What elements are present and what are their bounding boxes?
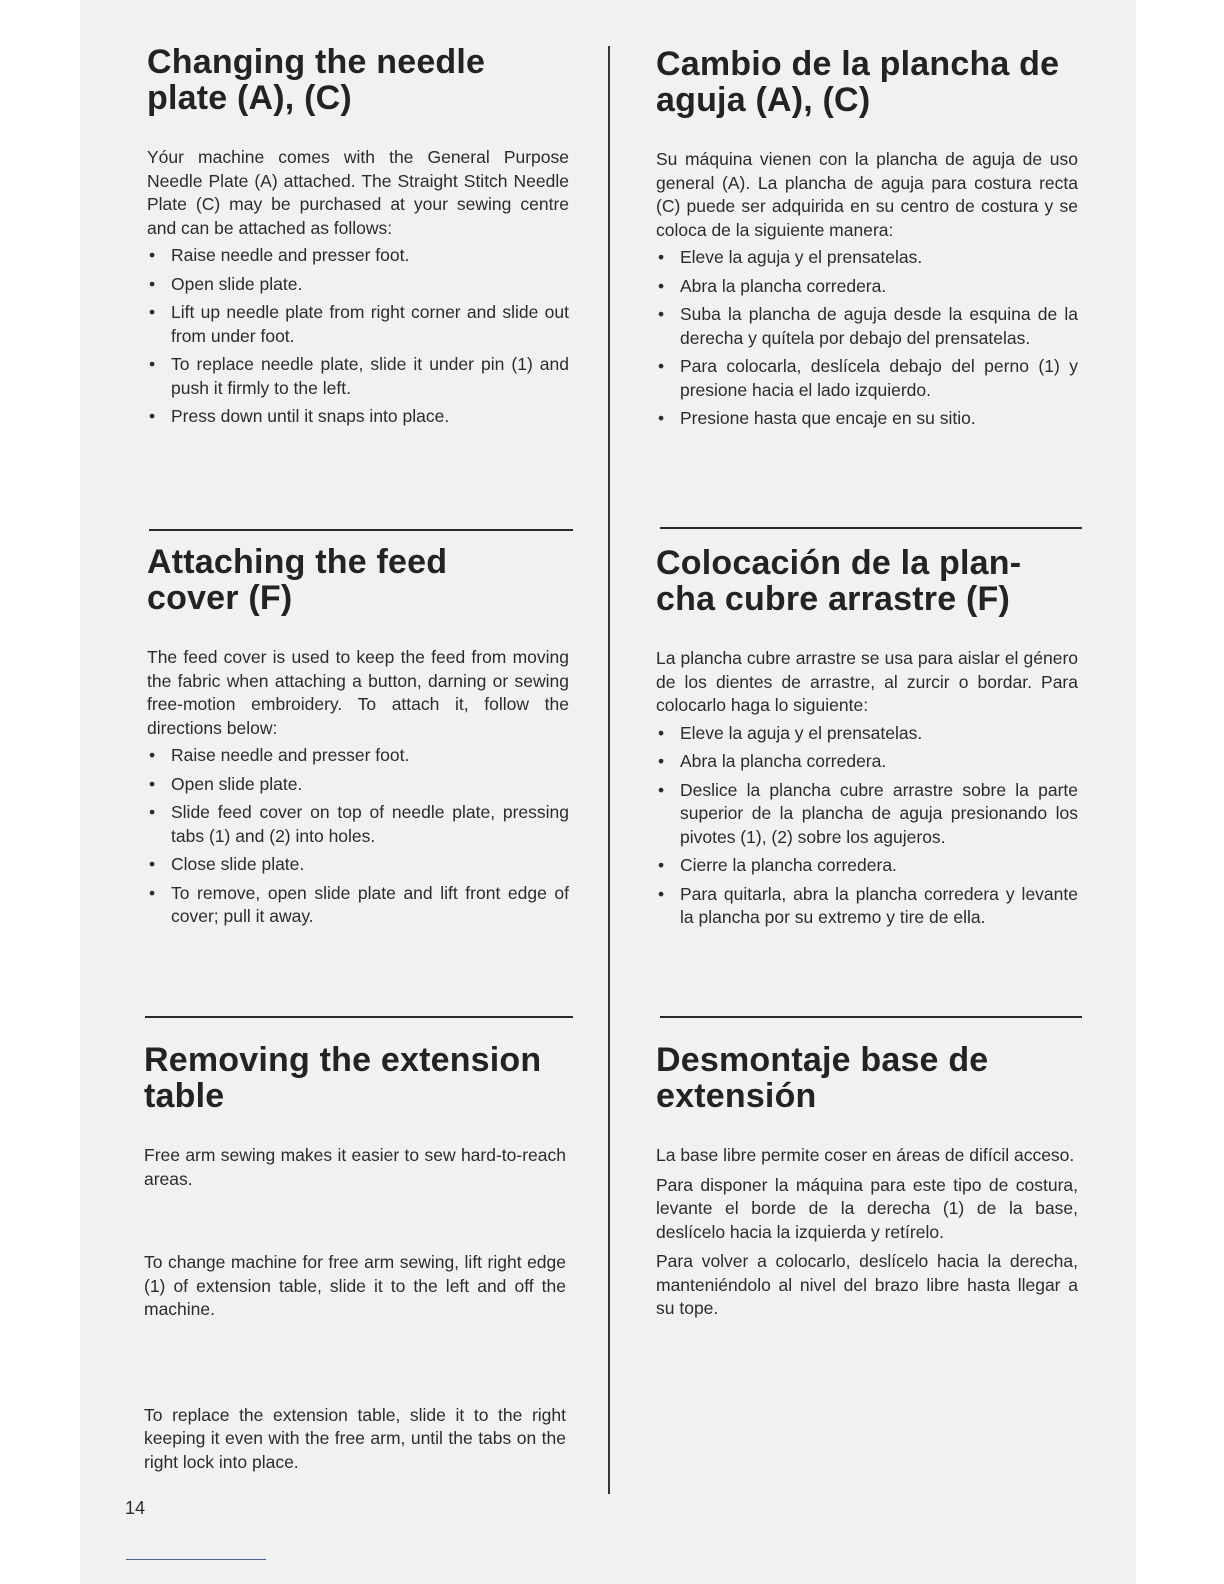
- bullet-icon: •: [658, 722, 665, 743]
- intro-paragraph: Su máquina vienen con la plancha de aguja de uso general (A). La plancha de aguja para costura recta (C) puede ser adquirida en su centro de costura y se coloca de la siguiente manera:: [656, 149, 1078, 240]
- list-item: • To replace needle plate, slide it under pin (1) and push it firmly to the left.: [149, 354, 569, 398]
- bullet-icon: •: [149, 302, 156, 322]
- section-desmontaje-base: [656, 1042, 1078, 1321]
- bullet-icon: •: [149, 882, 156, 903]
- bullet-icon: •: [658, 275, 665, 296]
- bullet-icon: •: [149, 406, 156, 426]
- bullet-icon: •: [658, 356, 665, 376]
- bullet-icon: •: [149, 245, 156, 265]
- section-heading: Changing the needle plate (A), (C): [147, 43, 486, 117]
- list-item: • Suba la plancha de aguja desde la esquina de la derecha y quítela por debajo del prensatelas.: [658, 304, 1078, 348]
- intro-paragraph: Yóur machine comes with the General Purpose Needle Plate (A) attached. The Straight Stitch Needle Plate (C) may be purchased at your sewing centre and can be attached as follows:: [147, 147, 569, 238]
- section-heading: Cambio de la plancha de aguja (A), (C): [656, 45, 1060, 119]
- bullet-icon: •: [658, 247, 665, 267]
- list-item: • Lift up needle plate from right corner and slide out from under foot.: [149, 302, 569, 346]
- list-item: • Open slide plate.: [147, 273, 569, 297]
- list-item: • Raise needle and presser foot.: [147, 744, 569, 768]
- steps-list: [147, 244, 569, 429]
- section-heading: Colocación de la plan- cha cubre arrastre (F): [656, 544, 1022, 618]
- list-item: • Eleve la aguja y el prensatelas.: [656, 722, 1078, 746]
- paragraph: La base libre permite coser en áreas de difícil acceso.: [656, 1145, 1075, 1165]
- section-attaching-feed-cover: [147, 544, 569, 934]
- list-item: • Para quitarla, abra la plancha corredera y levante la plancha por su extremo y tire de ella.: [658, 883, 1078, 927]
- list-item: • Abra la plancha corredera.: [656, 275, 1078, 299]
- bullet-icon: •: [149, 802, 156, 822]
- section-heading: Desmontaje base de extensión: [656, 1041, 989, 1115]
- paragraph: To replace the extension table, slide it to the right keeping it even with the free arm, until the tabs on the right lock into place.: [144, 1404, 566, 1472]
- list-item: • Presione hasta que encaje en su sitio.: [656, 407, 1078, 431]
- footer-link-underline: [126, 1559, 266, 1560]
- steps-list: [656, 722, 1078, 930]
- paragraph: Free arm sewing makes it easier to sew hard-to-reach areas.: [144, 1145, 566, 1189]
- steps-list: [147, 744, 569, 929]
- list-item: • Abra la plancha corredera.: [656, 750, 1078, 774]
- section-cambio-plancha: [656, 46, 1078, 436]
- page-number: 14: [125, 1498, 146, 1518]
- list-item: • Raise needle and presser foot.: [147, 244, 569, 268]
- bullet-icon: •: [149, 354, 156, 374]
- paragraph: Para disponer la máquina para este tipo de costura, levante el borde de la derecha (1) de la base, deslícelo hacia la izquierda y retírelo.: [656, 1174, 1078, 1242]
- bullet-icon: •: [149, 745, 156, 765]
- section-heading: Removing the extension table: [144, 1041, 542, 1115]
- list-item: • Cierre la plancha corredera.: [656, 854, 1078, 878]
- section-colocacion-cubre-arrastre: [656, 545, 1078, 935]
- list-item: • Slide feed cover on top of needle plate, pressing tabs (1) and (2) into holes.: [149, 802, 569, 846]
- section-rule: [145, 1016, 573, 1018]
- bullet-icon: •: [658, 779, 665, 800]
- steps-list: [656, 246, 1078, 431]
- list-item: • Open slide plate.: [147, 773, 569, 797]
- section-rule: [660, 1016, 1082, 1018]
- bullet-icon: •: [658, 855, 665, 875]
- bullet-icon: •: [658, 751, 665, 771]
- section-removing-extension-table: [144, 1042, 566, 1474]
- bullet-icon: •: [658, 408, 665, 428]
- list-item: • Press down until it snaps into place.: [147, 405, 569, 429]
- list-item: • To remove, open slide plate and lift front edge of cover; pull it away.: [149, 882, 569, 926]
- section-heading: Attaching the feed cover (F): [147, 543, 448, 617]
- bullet-icon: •: [149, 273, 156, 294]
- bullet-icon: •: [658, 304, 665, 324]
- paragraph: Para volver a colocarlo, deslícelo hacia la derecha, manteniéndolo al nivel del brazo libre hasta llegar a su tope.: [656, 1251, 1078, 1318]
- bullet-icon: •: [658, 883, 665, 904]
- bullet-icon: •: [149, 773, 156, 794]
- paragraph: To change machine for free arm sewing, lift right edge (1) of extension table, slide it to the left and off the machine.: [144, 1252, 566, 1319]
- list-item: • Para colocarla, deslícela debajo del perno (1) y presione hacia el lado izquierdo.: [658, 356, 1078, 400]
- section-rule: [660, 527, 1082, 529]
- list-item: • Deslice la plancha cubre arrastre sobre la parte superior de la plancha de aguja presionando los pivotes (1), (2) sobre los agujeros.: [658, 779, 1078, 847]
- column-divider: [608, 46, 610, 1494]
- intro-paragraph: The feed cover is used to keep the feed from moving the fabric when attaching a button, darning or sewing free-motion embroidery. To attach it, follow the directions below:: [147, 647, 569, 738]
- bullet-icon: •: [149, 854, 156, 874]
- list-item: • Close slide plate.: [147, 853, 569, 877]
- list-item: • Eleve la aguja y el prensatelas.: [656, 246, 1078, 270]
- intro-paragraph: La plancha cubre arrastre se usa para aislar el género de los dientes de arrastre, al zurcir o bordar. Para colocarlo haga lo siguiente:: [656, 648, 1078, 715]
- section-rule: [149, 529, 573, 531]
- section-changing-needle-plate: [147, 44, 569, 434]
